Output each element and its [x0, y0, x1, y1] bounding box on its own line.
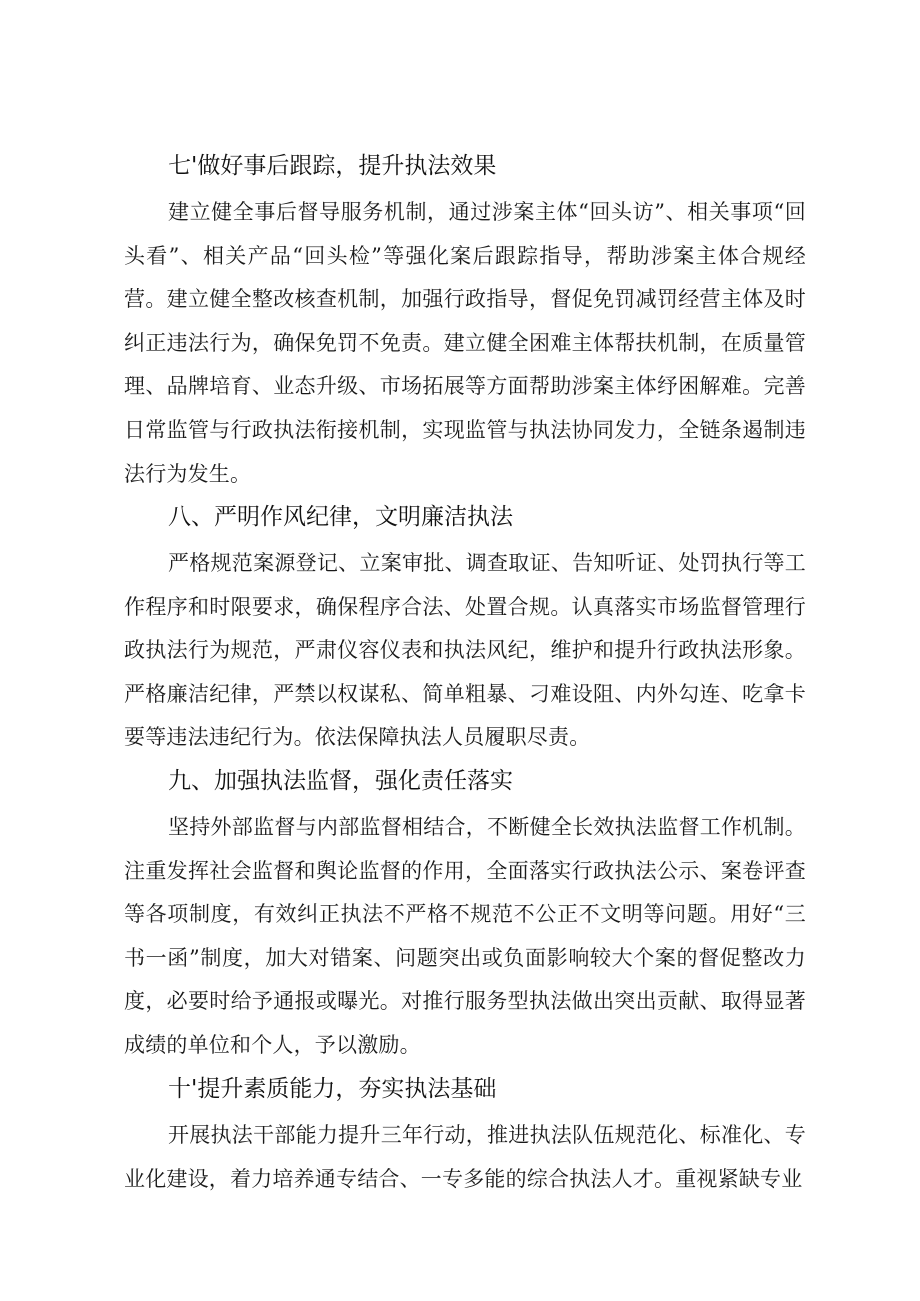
section-heading-8: 八、严明作风纪律，文明廉洁执法 — [168, 504, 513, 530]
paragraph: 开展执法干部能力提升三年行动，推进执法队伍规范化、标准化、专业化建设，着力培养通专结合、一专多能的综合执法人才。重视紧缺专业 — [124, 1123, 806, 1191]
paragraph: 建立健全事后督导服务机制，通过涉案主体“回头访”、相关事项“回头看”、相关产品“回头检”等强化案后跟踪指导，帮助涉案主体合规经营。建立健全整改核查机制，加强行政指导，督促免罚减罚经营主体及时纠正违法行为，确保免罚不免责。建立健全困难主体帮扶机制，在质量管理、品牌培育、业态升级、市场拓展等方面帮助涉案主体纾困解难。完善日常监管与行政执法衔接机制，实现监管与执法协同发力，全链条遏制违法行为发生。 — [124, 200, 806, 486]
paragraph: 严格规范案源登记、立案审批、调查取证、告知听证、处罚执行等工作程序和时限要求，确保程序合法、处置合规。认真落实市场监督管理行政执法行为规范，严肃仪容仪表和执法风纪，维护和提升行政执法形象。严格廉洁纪律，严禁以权谋私、简单粗暴、刁难设阻、内外勾连、吃拿卡要等违法违纪行为。依法保障执法人员履职尽责。 — [124, 551, 806, 750]
section-body-8 — [124, 542, 806, 760]
section-heading-9: 九、加强执法监督，强化责任落实 — [168, 768, 513, 794]
section-heading-7: 七'做好事后跟踪，提升执法效果 — [168, 153, 497, 179]
section-body-10 — [124, 1114, 806, 1201]
section-body-9 — [124, 806, 806, 1068]
section-body-7 — [124, 191, 806, 496]
section-heading-10: 十'提升素质能力，夯实执法基础 — [168, 1076, 497, 1102]
paragraph: 坚持外部监督与内部监督相结合，不断健全长效执法监督工作机制。注重发挥社会监督和舆论监督的作用，全面落实行政执法公示、案卷评查等各项制度，有效纠正执法不严格不规范不公正不文明等问题。用好“三书一函”制度，加大对错案、问题突出或负面影响较大个案的督促整改力度，必要时给予通报或曝光。对推行服务型执法做出突出贡献、取得显著成绩的单位和个人，予以激励。 — [124, 815, 806, 1057]
